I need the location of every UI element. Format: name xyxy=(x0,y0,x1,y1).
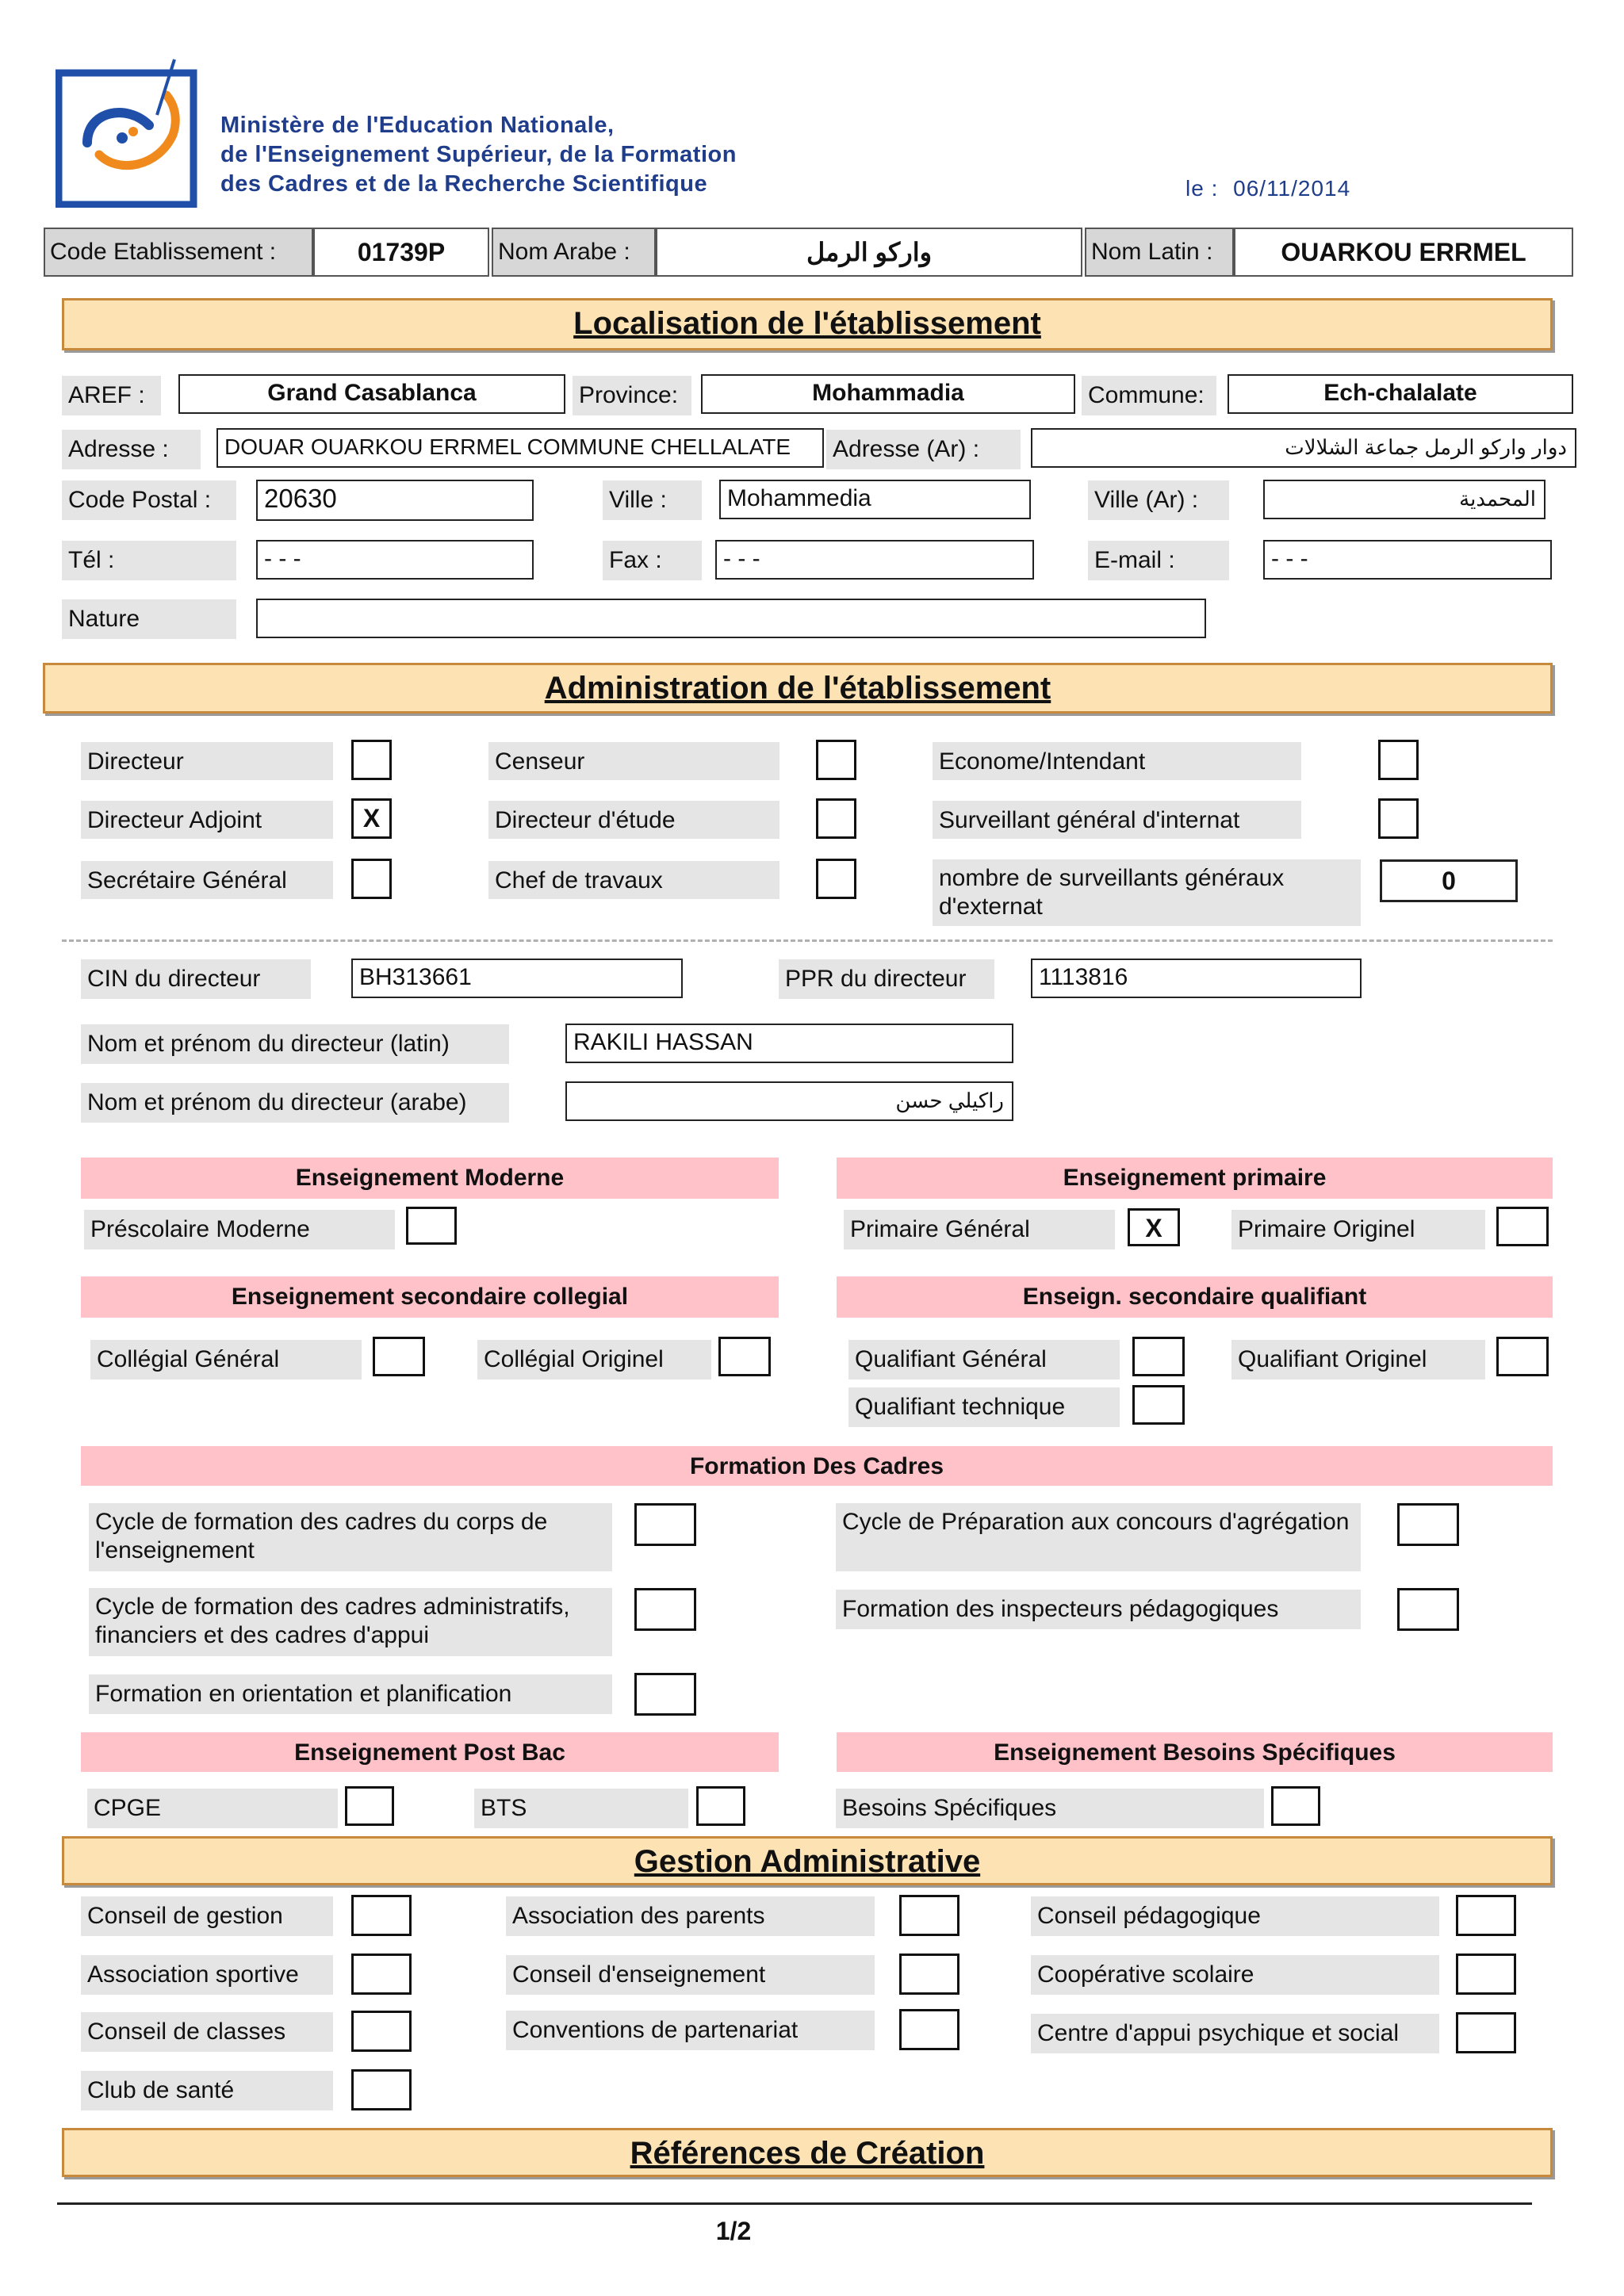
dashed-divider xyxy=(62,939,1553,942)
code-etablissement-value[interactable]: 01739P xyxy=(313,228,489,277)
nom-directeur-latin-label: Nom et prénom du directeur (latin) xyxy=(81,1024,509,1064)
conventions-checkbox[interactable] xyxy=(899,2009,959,2050)
header-enseignement-moderne: Enseignement Moderne xyxy=(81,1158,779,1199)
cpge-checkbox[interactable] xyxy=(345,1786,394,1826)
conseil-enseignement-checkbox[interactable] xyxy=(899,1954,959,1995)
ministry-logo-icon xyxy=(56,55,202,208)
ministry-line-2: de l'Enseignement Supérieur, de la Formation xyxy=(220,142,737,167)
header-post-bac: Enseignement Post Bac xyxy=(81,1732,779,1772)
orientation-label: Formation en orientation et planification xyxy=(89,1674,612,1714)
header-enseignement-primaire: Enseignement primaire xyxy=(837,1158,1553,1199)
chef-travaux-label: Chef de travaux xyxy=(488,861,779,899)
ministry-line-1: Ministère de l'Education Nationale, xyxy=(220,113,615,138)
besoins-checkbox[interactable] xyxy=(1271,1786,1320,1826)
commune-label: Commune: xyxy=(1082,376,1216,415)
fax-field[interactable]: - - - xyxy=(715,540,1034,580)
association-sportive-checkbox[interactable] xyxy=(351,1954,412,1995)
code-etablissement-label: Code Etablissement : xyxy=(44,228,313,277)
collegial-general-checkbox[interactable] xyxy=(373,1337,425,1376)
section-references-creation: Références de Création xyxy=(62,2128,1553,2177)
nature-field[interactable] xyxy=(256,599,1206,638)
cin-field[interactable]: BH313661 xyxy=(351,959,683,998)
tel-label: Tél : xyxy=(62,541,236,580)
collegial-general-label: Collégial Général xyxy=(90,1340,362,1380)
ville-ar-label: Ville (Ar) : xyxy=(1088,480,1229,520)
ppr-label: PPR du directeur xyxy=(779,959,994,999)
date-label: le : xyxy=(1185,176,1219,201)
nom-directeur-arabe-label: Nom et prénom du directeur (arabe) xyxy=(81,1083,509,1123)
collegial-originel-checkbox[interactable] xyxy=(718,1337,771,1376)
code-postal-field[interactable]: 20630 xyxy=(256,480,534,521)
nom-latin-label: Nom Latin : xyxy=(1085,228,1234,277)
ministry-line-3: des Cadres et de la Recherche Scientifique xyxy=(220,171,708,197)
qualifiant-technique-checkbox[interactable] xyxy=(1132,1385,1185,1425)
document-date xyxy=(1185,176,1350,201)
cpge-label: CPGE xyxy=(87,1789,338,1828)
cycle-admin-label: Cycle de formation des cadres administratifs, financiers et des cadres d'appui xyxy=(89,1588,612,1656)
econome-label: Econome/Intendant xyxy=(933,742,1301,780)
commune-field[interactable]: Ech-chalalate xyxy=(1228,374,1573,414)
header-besoins-specifiques: Enseignement Besoins Spécifiques xyxy=(837,1732,1553,1772)
association-sportive-label: Association sportive xyxy=(81,1955,333,1995)
association-parents-checkbox[interactable] xyxy=(899,1895,959,1936)
cycle-agregation-checkbox[interactable] xyxy=(1397,1503,1459,1546)
surveillant-internat-checkbox[interactable] xyxy=(1378,798,1419,839)
ville-ar-field[interactable]: المحمدية xyxy=(1263,480,1545,519)
directeur-label: Directeur xyxy=(81,742,333,780)
conventions-label: Conventions de partenariat xyxy=(506,2011,875,2050)
adresse-label: Adresse : xyxy=(62,430,201,469)
cycle-enseignement-checkbox[interactable] xyxy=(634,1503,696,1546)
surveillant-internat-label: Surveillant général d'internat xyxy=(933,801,1301,839)
section-gestion-administrative: Gestion Administrative xyxy=(62,1836,1553,1885)
conseil-classes-label: Conseil de classes xyxy=(81,2012,333,2052)
section-administration: Administration de l'établissement xyxy=(43,663,1553,714)
province-label: Province: xyxy=(573,376,691,415)
orientation-checkbox[interactable] xyxy=(634,1673,696,1716)
conseil-classes-checkbox[interactable] xyxy=(351,2011,412,2052)
date-value: 06/11/2014 xyxy=(1233,176,1351,201)
conseil-gestion-label: Conseil de gestion xyxy=(81,1896,333,1936)
header-formation-cadres: Formation Des Cadres xyxy=(81,1446,1553,1486)
censeur-label: Censeur xyxy=(488,742,779,780)
nom-latin-value[interactable]: OUARKOU ERRMEL xyxy=(1234,228,1573,277)
nb-surveillants-label: nombre de surveillants généraux d'externat xyxy=(933,859,1361,926)
directeur-adjoint-label: Directeur Adjoint xyxy=(81,801,333,839)
prescolaire-label: Préscolaire Moderne xyxy=(84,1210,395,1249)
prescolaire-checkbox[interactable] xyxy=(406,1207,457,1245)
collegial-originel-label: Collégial Originel xyxy=(477,1340,711,1380)
directeur-checkbox[interactable] xyxy=(351,740,392,780)
club-sante-label: Club de santé xyxy=(81,2071,333,2110)
ville-label: Ville : xyxy=(603,480,702,520)
qualifiant-originel-label: Qualifiant Originel xyxy=(1231,1340,1485,1380)
inspecteurs-label: Formation des inspecteurs pédagogiques xyxy=(836,1590,1361,1629)
primaire-general-label: Primaire Général xyxy=(844,1210,1115,1249)
ministry-name xyxy=(220,111,737,199)
aref-field[interactable]: Grand Casablanca xyxy=(178,374,565,414)
bts-checkbox[interactable] xyxy=(696,1786,745,1826)
email-label: E-mail : xyxy=(1088,541,1229,580)
censeur-checkbox[interactable] xyxy=(816,740,856,780)
conseil-gestion-checkbox[interactable] xyxy=(351,1895,412,1936)
header-enseignement-qualifiant: Enseign. secondaire qualifiant xyxy=(837,1276,1553,1318)
cooperative-label: Coopérative scolaire xyxy=(1031,1955,1439,1995)
directeur-adjoint-checkbox[interactable]: X xyxy=(351,798,392,839)
adresse-ar-label: Adresse (Ar) : xyxy=(826,430,1021,469)
primaire-general-checkbox[interactable]: X xyxy=(1128,1208,1180,1246)
footer-rule xyxy=(57,2202,1532,2205)
club-sante-checkbox[interactable] xyxy=(351,2069,412,2110)
adresse-ar-field[interactable]: دوار واركو الرمل جماعة الشلالات xyxy=(1031,428,1576,468)
inspecteurs-checkbox[interactable] xyxy=(1397,1588,1459,1631)
conseil-pedagogique-checkbox[interactable] xyxy=(1456,1895,1516,1936)
bts-label: BTS xyxy=(474,1789,688,1828)
nature-label: Nature xyxy=(62,599,236,639)
qualifiant-originel-checkbox[interactable] xyxy=(1496,1337,1549,1376)
cycle-enseignement-label: Cycle de formation des cadres du corps de l'enseignement xyxy=(89,1503,612,1571)
adresse-field[interactable]: DOUAR OUARKOU ERRMEL COMMUNE CHELLALATE xyxy=(216,428,824,468)
tel-field[interactable]: - - - xyxy=(256,540,534,580)
ville-field[interactable]: Mohammedia xyxy=(719,480,1031,519)
qualifiant-general-label: Qualifiant Général xyxy=(848,1340,1120,1380)
chef-travaux-checkbox[interactable] xyxy=(816,859,856,899)
code-postal-label: Code Postal : xyxy=(62,480,236,520)
nb-surveillants-field[interactable]: 0 xyxy=(1380,859,1518,902)
section-localisation: Localisation de l'établissement xyxy=(62,298,1553,350)
ppr-field[interactable]: 1113816 xyxy=(1031,959,1362,998)
fax-label: Fax : xyxy=(603,541,702,580)
email-field[interactable]: - - - xyxy=(1263,540,1552,580)
conseil-pedagogique-label: Conseil pédagogique xyxy=(1031,1896,1439,1936)
centre-appui-label: Centre d'appui psychique et social xyxy=(1031,2014,1439,2053)
secretaire-checkbox[interactable] xyxy=(351,859,392,899)
cin-label: CIN du directeur xyxy=(81,959,311,999)
secretaire-label: Secrétaire Général xyxy=(81,861,333,899)
centre-appui-checkbox[interactable] xyxy=(1456,2012,1516,2053)
nom-arabe-label: Nom Arabe : xyxy=(492,228,656,277)
page-number: 1/2 xyxy=(715,2217,752,2245)
qualifiant-general-checkbox[interactable] xyxy=(1132,1337,1185,1376)
cycle-admin-checkbox[interactable] xyxy=(634,1588,696,1631)
province-field[interactable]: Mohammadia xyxy=(701,374,1075,414)
cycle-agregation-label: Cycle de Préparation aux concours d'agrégation xyxy=(836,1503,1361,1571)
besoins-label: Besoins Spécifiques xyxy=(836,1789,1264,1828)
directeur-etude-label: Directeur d'étude xyxy=(488,801,779,839)
qualifiant-technique-label: Qualifiant technique xyxy=(848,1387,1120,1427)
aref-label: AREF : xyxy=(62,376,161,415)
conseil-enseignement-label: Conseil d'enseignement xyxy=(506,1955,875,1995)
directeur-etude-checkbox[interactable] xyxy=(816,798,856,839)
header-enseignement-collegial: Enseignement secondaire collegial xyxy=(81,1276,779,1318)
nom-directeur-latin-field[interactable]: RAKILI HASSAN xyxy=(565,1024,1013,1063)
primaire-originel-label: Primaire Originel xyxy=(1231,1210,1485,1249)
nom-directeur-arabe-field[interactable]: راكيلي حسن xyxy=(565,1081,1013,1121)
association-parents-label: Association des parents xyxy=(506,1896,875,1936)
nom-arabe-value[interactable]: واركو الرمل xyxy=(656,228,1082,277)
primaire-originel-checkbox[interactable] xyxy=(1496,1207,1549,1246)
econome-checkbox[interactable] xyxy=(1378,740,1419,780)
cooperative-checkbox[interactable] xyxy=(1456,1954,1516,1995)
